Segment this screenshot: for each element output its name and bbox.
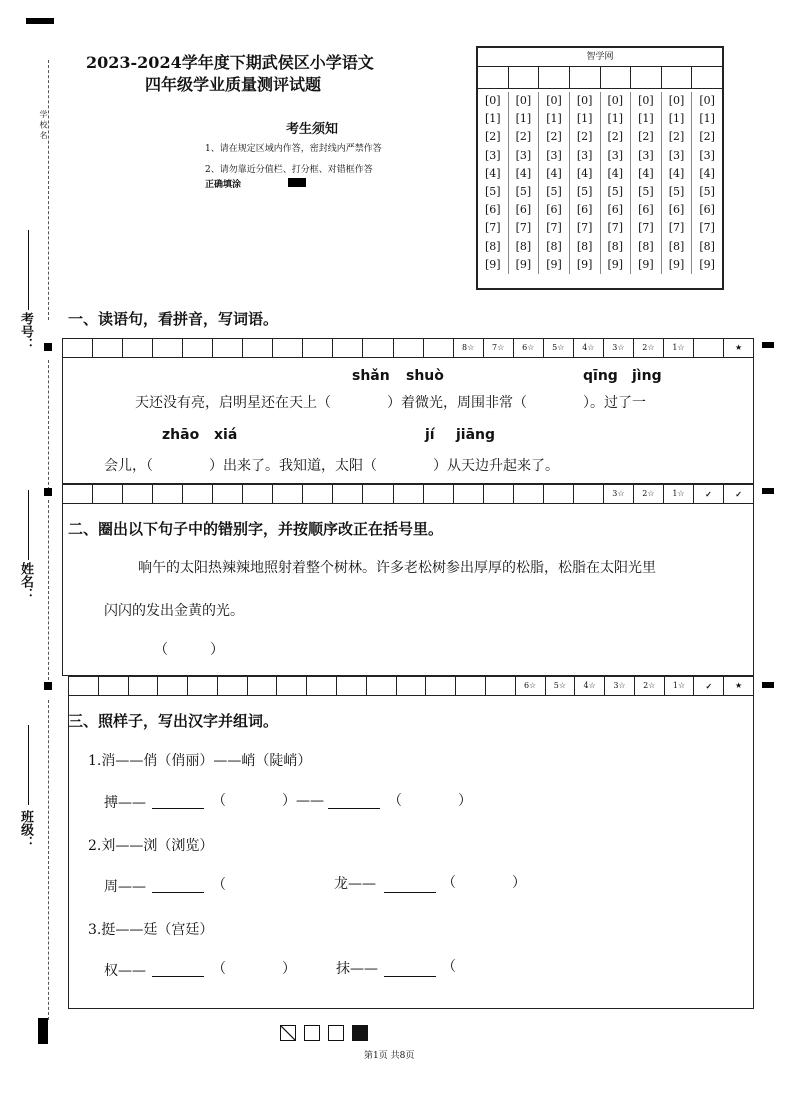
grid-digit-bubble[interactable]: [3] [515, 148, 532, 162]
score-box[interactable]: 5☆ [546, 677, 576, 695]
grid-entry-cell[interactable] [631, 66, 662, 88]
grid-digit-bubble[interactable]: [9] [607, 257, 624, 271]
score-box[interactable]: 3☆ [605, 677, 635, 695]
grid-digit-bubble[interactable]: [7] [607, 221, 624, 235]
score-cell [544, 485, 574, 503]
score-cell [183, 339, 213, 357]
score-box[interactable]: 7☆ [484, 339, 514, 357]
class-line [28, 725, 29, 805]
score-box[interactable]: 2☆ [635, 677, 665, 695]
score-cell [426, 677, 456, 695]
grid-digit-column [692, 92, 722, 274]
grid-digit-bubble[interactable]: [9] [699, 257, 715, 271]
grid-digit-bubble[interactable]: [0] [638, 94, 654, 107]
grid-digit-bubble[interactable]: [7] [546, 221, 562, 235]
score-cell [243, 339, 273, 357]
grid-digit-bubble[interactable]: [2] [515, 130, 532, 144]
grid-entry-row [478, 66, 722, 89]
score-cell [424, 485, 454, 503]
side-mark [44, 488, 52, 496]
score-cell [333, 485, 363, 503]
fill-sample [288, 178, 306, 187]
grid-digit-bubble[interactable]: [7] [515, 221, 532, 235]
grid-digit-bubble[interactable]: [8] [668, 239, 685, 253]
score-cell [486, 677, 516, 695]
grid-digit-bubble[interactable]: [0] [485, 94, 501, 107]
grid-digit-bubble[interactable]: [7] [576, 221, 593, 235]
score-cell [303, 339, 333, 357]
grid-digit-bubble[interactable]: [2] [576, 130, 593, 144]
sentence-line-1: 天还没有亮，启明星还在天上（ ）着微光，周围非常（ ）。过了一 [135, 395, 646, 411]
side-small-label: 学 校 名 [39, 110, 48, 140]
score-cell [213, 339, 243, 357]
grid-entry-cell[interactable] [539, 66, 570, 88]
q2-blank-2[interactable] [384, 878, 436, 893]
grid-digit-bubble[interactable]: [7] [668, 221, 685, 235]
grid-entry-cell[interactable] [570, 66, 601, 88]
notice-item-1: 1、请在规定区域内作答，密封线内严禁作答 [205, 144, 382, 154]
grid-columns [478, 92, 722, 274]
grid-digit-bubble[interactable]: [5] [485, 185, 501, 199]
score-box[interactable]: ★ [734, 343, 743, 352]
grid-digit-bubble[interactable]: [1] [485, 112, 501, 126]
score-cell [394, 339, 424, 357]
seal-line [48, 500, 49, 680]
score-strip-3 [68, 676, 754, 696]
seal-line [48, 700, 49, 1020]
score-cell [337, 677, 367, 695]
q1-word-2: （ ） [388, 793, 472, 809]
grid-digit-bubble[interactable]: [2] [485, 130, 501, 144]
score-cell [248, 677, 278, 695]
grid-digit-bubble[interactable]: [6] [485, 203, 501, 217]
grid-digit-bubble[interactable]: [0] [576, 94, 593, 107]
grid-digit-bubble[interactable]: [7] [699, 221, 715, 235]
grid-digit-bubble[interactable]: [2] [638, 130, 654, 144]
seal-line [48, 360, 49, 490]
q2-word-1: （ [212, 877, 226, 893]
score-cell [273, 339, 303, 357]
seat-label: 考号： [18, 312, 33, 351]
score-box[interactable]: ✓ [735, 489, 742, 499]
score-box[interactable]: ✓ [694, 677, 724, 695]
score-cell [63, 339, 93, 357]
grid-digit-column [601, 92, 632, 274]
pinyin: shǎn [352, 368, 390, 384]
grid-digit-bubble[interactable]: [4] [546, 166, 562, 180]
grid-digit-column [478, 92, 509, 274]
score-box[interactable]: 1☆ [664, 339, 694, 357]
score-box[interactable]: 5☆ [544, 339, 574, 357]
grid-digit-bubble[interactable]: [8] [607, 239, 624, 253]
grid-digit-bubble[interactable]: [4] [699, 166, 715, 180]
section3-title: 三、照样子，写出汉字并组词。 [68, 712, 279, 730]
grid-digit-bubble[interactable]: [8] [576, 239, 593, 253]
passage-line-2: 闪闪的发出金黄的光。 [104, 603, 244, 619]
grid-entry-cell[interactable] [478, 66, 509, 88]
q1-blank-2[interactable] [328, 794, 380, 809]
grid-digit-bubble[interactable]: [8] [485, 239, 501, 253]
q2-char-1: 周—— [104, 879, 146, 895]
score-cell [363, 485, 393, 503]
grid-entry-cell[interactable] [662, 66, 693, 88]
name-line [28, 490, 29, 560]
grid-digit-bubble[interactable]: [3] [607, 148, 624, 162]
grid-digit-bubble[interactable]: [4] [668, 166, 685, 180]
answer-parentheses[interactable]: （ ） [154, 642, 224, 658]
notice-heading: 考生须知 [286, 122, 339, 137]
score-cell [484, 485, 514, 503]
score-cell [397, 677, 427, 695]
grid-digit-bubble[interactable]: [1] [699, 112, 715, 126]
grid-digit-bubble[interactable]: [0] [607, 94, 624, 107]
score-box[interactable]: ✓ [694, 485, 724, 503]
score-cell [303, 485, 333, 503]
score-cell [243, 485, 273, 503]
score-cell [63, 485, 93, 503]
right-mark [762, 342, 774, 348]
example-2: 2.刘——浏（浏览） [88, 838, 214, 854]
passage-line-1: 响午的太阳热辣辣地照射着整个树林。许多老松树参出厚厚的松脂，松脂在太阳光里 [138, 560, 656, 576]
seat-line [28, 230, 29, 310]
grid-digit-bubble[interactable]: [3] [638, 148, 654, 162]
grid-entry-cell[interactable] [509, 66, 540, 88]
pinyin: qīng [583, 368, 618, 384]
q2-blank-1[interactable] [152, 878, 204, 893]
side-mark [44, 343, 52, 351]
grid-digit-bubble[interactable]: [3] [699, 148, 715, 162]
score-cell [123, 339, 153, 357]
score-box[interactable]: 3☆ [604, 485, 634, 503]
grid-digit-bubble[interactable]: [5] [699, 185, 715, 199]
score-cell [454, 485, 484, 503]
grid-digit-bubble[interactable]: [0] [699, 94, 715, 107]
score-box[interactable]: ★ [734, 681, 743, 690]
grid-digit-column [570, 92, 601, 274]
exam-number-grid [476, 46, 724, 290]
grid-digit-bubble[interactable]: [4] [485, 166, 501, 180]
score-cell [333, 339, 363, 357]
score-cell [123, 485, 153, 503]
fill-label: 正确填涂 [205, 180, 242, 190]
right-mark [762, 682, 774, 688]
corner-mark-top [26, 18, 54, 24]
box-filled [352, 1025, 368, 1041]
grid-digit-bubble[interactable]: [1] [515, 112, 532, 126]
grid-digit-column [539, 92, 570, 274]
grid-digit-bubble[interactable]: [0] [668, 94, 685, 107]
score-cell [307, 677, 337, 695]
pinyin: zhāo [162, 427, 200, 443]
grid-digit-bubble[interactable]: [4] [576, 166, 593, 180]
seal-line [48, 60, 49, 320]
title-line-2: 四年级学业质量测评试题 [145, 75, 322, 94]
grid-digit-bubble[interactable]: [2] [668, 130, 685, 144]
class-label: 班级： [18, 810, 33, 849]
score-box[interactable]: 1☆ [665, 677, 695, 695]
grid-digit-bubble[interactable]: [5] [668, 185, 685, 199]
score-cell [129, 677, 159, 695]
grid-digit-bubble[interactable]: [0] [515, 94, 532, 107]
score-cell [153, 339, 183, 357]
box-empty [304, 1025, 320, 1041]
q3-char-2: 抹—— [336, 961, 378, 977]
example-3: 3.挺——廷（宫廷） [88, 922, 214, 938]
sentence-line-2: 会儿，（ ）出来了。我知道，太阳（ ）从天边升起来了。 [104, 458, 559, 474]
grid-digit-bubble[interactable]: [4] [607, 166, 624, 180]
grid-digit-bubble[interactable]: [8] [638, 239, 654, 253]
grid-digit-column [631, 92, 662, 274]
score-box[interactable]: 3☆ [604, 339, 634, 357]
score-cell [456, 677, 486, 695]
grid-digit-bubble[interactable]: [4] [515, 166, 532, 180]
score-cell [93, 485, 123, 503]
example-1: 1.消——俏（俏丽）——峭（陡峭） [88, 753, 312, 769]
title-line-1: 2023-2024学年度下期武侯区小学语文 [86, 53, 374, 72]
score-cell [424, 339, 454, 357]
q1-char: 搏—— [104, 795, 146, 811]
grid-digit-bubble[interactable]: [1] [546, 112, 562, 126]
grid-digit-bubble[interactable]: [6] [638, 203, 654, 217]
pinyin: jí [425, 427, 435, 443]
q1-word-1: （ ）—— [212, 793, 324, 809]
grid-digit-bubble[interactable]: [3] [485, 148, 501, 162]
notice-item-2: 2、请勿靠近分值栏、打分框、对错框作答 [205, 165, 373, 175]
grid-digit-bubble[interactable]: [6] [576, 203, 593, 217]
box-slashed [280, 1025, 296, 1041]
grid-digit-bubble[interactable]: [6] [699, 203, 715, 217]
section2-title: 二、圈出以下句子中的错别字，并按顺序改正在括号里。 [68, 520, 444, 538]
pinyin: xiá [214, 427, 238, 443]
score-cell [213, 485, 243, 503]
grid-digit-bubble[interactable]: [8] [546, 239, 562, 253]
q2-word-2: （ ） [442, 875, 526, 891]
grid-digit-bubble[interactable]: [5] [638, 185, 654, 199]
score-cell [183, 485, 213, 503]
q3-blank-1[interactable] [152, 962, 204, 977]
page-number: 第1页 共8页 [364, 1051, 415, 1061]
page-boxes [280, 1025, 368, 1041]
pinyin: jiāng [456, 427, 496, 443]
grid-digit-bubble[interactable]: [0] [546, 94, 562, 107]
grid-digit-bubble[interactable]: [1] [638, 112, 654, 126]
score-box[interactable]: 4☆ [574, 339, 604, 357]
grid-digit-bubble[interactable]: [9] [485, 257, 501, 271]
score-cell [69, 677, 99, 695]
score-cell [99, 677, 129, 695]
q3-blank-2[interactable] [384, 962, 436, 977]
grid-digit-bubble[interactable]: [7] [638, 221, 654, 235]
score-box[interactable]: 6☆ [514, 339, 544, 357]
score-box[interactable]: 2☆ [634, 339, 664, 357]
corner-mark-bottom [38, 1018, 48, 1044]
q1-blank-1[interactable] [152, 794, 204, 809]
grid-digit-bubble[interactable]: [5] [515, 185, 532, 199]
pinyin: shuò [406, 368, 444, 384]
q2-char-2: 龙—— [334, 876, 376, 892]
grid-digit-bubble[interactable]: [7] [485, 221, 501, 235]
score-strip-2 [62, 484, 754, 504]
right-mark [762, 488, 774, 494]
grid-digit-bubble[interactable]: [9] [576, 257, 593, 271]
name-label: 姓名： [18, 562, 33, 601]
grid-digit-bubble[interactable]: [9] [546, 257, 562, 271]
score-box[interactable]: 6☆ [516, 677, 546, 695]
grid-digit-bubble[interactable]: [2] [607, 130, 624, 144]
grid-digit-bubble[interactable]: [6] [546, 203, 562, 217]
q3-word-1: （ ） [212, 961, 296, 977]
grid-digit-bubble[interactable]: [9] [638, 257, 654, 271]
grid-digit-column [662, 92, 693, 274]
grid-digit-bubble[interactable]: [1] [668, 112, 685, 126]
grid-digit-bubble[interactable]: [8] [515, 239, 532, 253]
score-cell [363, 339, 393, 357]
grid-digit-bubble[interactable]: [3] [668, 148, 685, 162]
side-mark [44, 682, 52, 690]
section1-title: 一、读语句，看拼音，写词语。 [68, 310, 279, 328]
score-box[interactable]: 8☆ [454, 339, 484, 357]
score-cell [277, 677, 307, 695]
score-cell [218, 677, 248, 695]
grid-digit-bubble[interactable]: [5] [576, 185, 593, 199]
score-cell [158, 677, 188, 695]
grid-digit-column [509, 92, 540, 274]
grid-digit-bubble[interactable]: [8] [699, 239, 715, 253]
score-cell [574, 485, 604, 503]
score-cell [93, 339, 123, 357]
score-cell [188, 677, 218, 695]
score-cell [514, 485, 544, 503]
score-box[interactable]: 4☆ [575, 677, 605, 695]
score-cell [394, 485, 424, 503]
grid-digit-bubble[interactable]: [9] [668, 257, 685, 271]
grid-digit-bubble[interactable]: [3] [546, 148, 562, 162]
box-empty [328, 1025, 344, 1041]
grid-digit-bubble[interactable]: [6] [668, 203, 685, 217]
score-strip-1 [62, 338, 754, 358]
grid-digit-bubble[interactable]: [1] [607, 112, 624, 126]
grid-digit-bubble[interactable]: [6] [515, 203, 532, 217]
score-cell [153, 485, 183, 503]
pinyin: jìng [632, 368, 662, 384]
score-box[interactable] [694, 339, 724, 357]
grid-digit-bubble[interactable]: [6] [607, 203, 624, 217]
grid-digit-bubble[interactable]: [9] [515, 257, 532, 271]
grid-entry-cell[interactable] [601, 66, 632, 88]
grid-digit-bubble[interactable]: [2] [546, 130, 562, 144]
score-box[interactable]: 2☆ [634, 485, 664, 503]
grid-entry-cell[interactable] [692, 66, 722, 88]
q3-char-1: 权—— [104, 963, 146, 979]
q3-word-2: （ [442, 959, 456, 975]
score-cell [273, 485, 303, 503]
grid-digit-bubble[interactable]: [5] [607, 185, 624, 199]
grid-digit-bubble[interactable]: [1] [576, 112, 593, 126]
grid-title: 智学网 [478, 48, 722, 67]
score-box[interactable]: 1☆ [664, 485, 694, 503]
grid-digit-bubble[interactable]: [3] [576, 148, 593, 162]
grid-digit-bubble[interactable]: [2] [699, 130, 715, 144]
grid-digit-bubble[interactable]: [5] [546, 185, 562, 199]
grid-digit-bubble[interactable]: [4] [638, 166, 654, 180]
score-cell [367, 677, 397, 695]
